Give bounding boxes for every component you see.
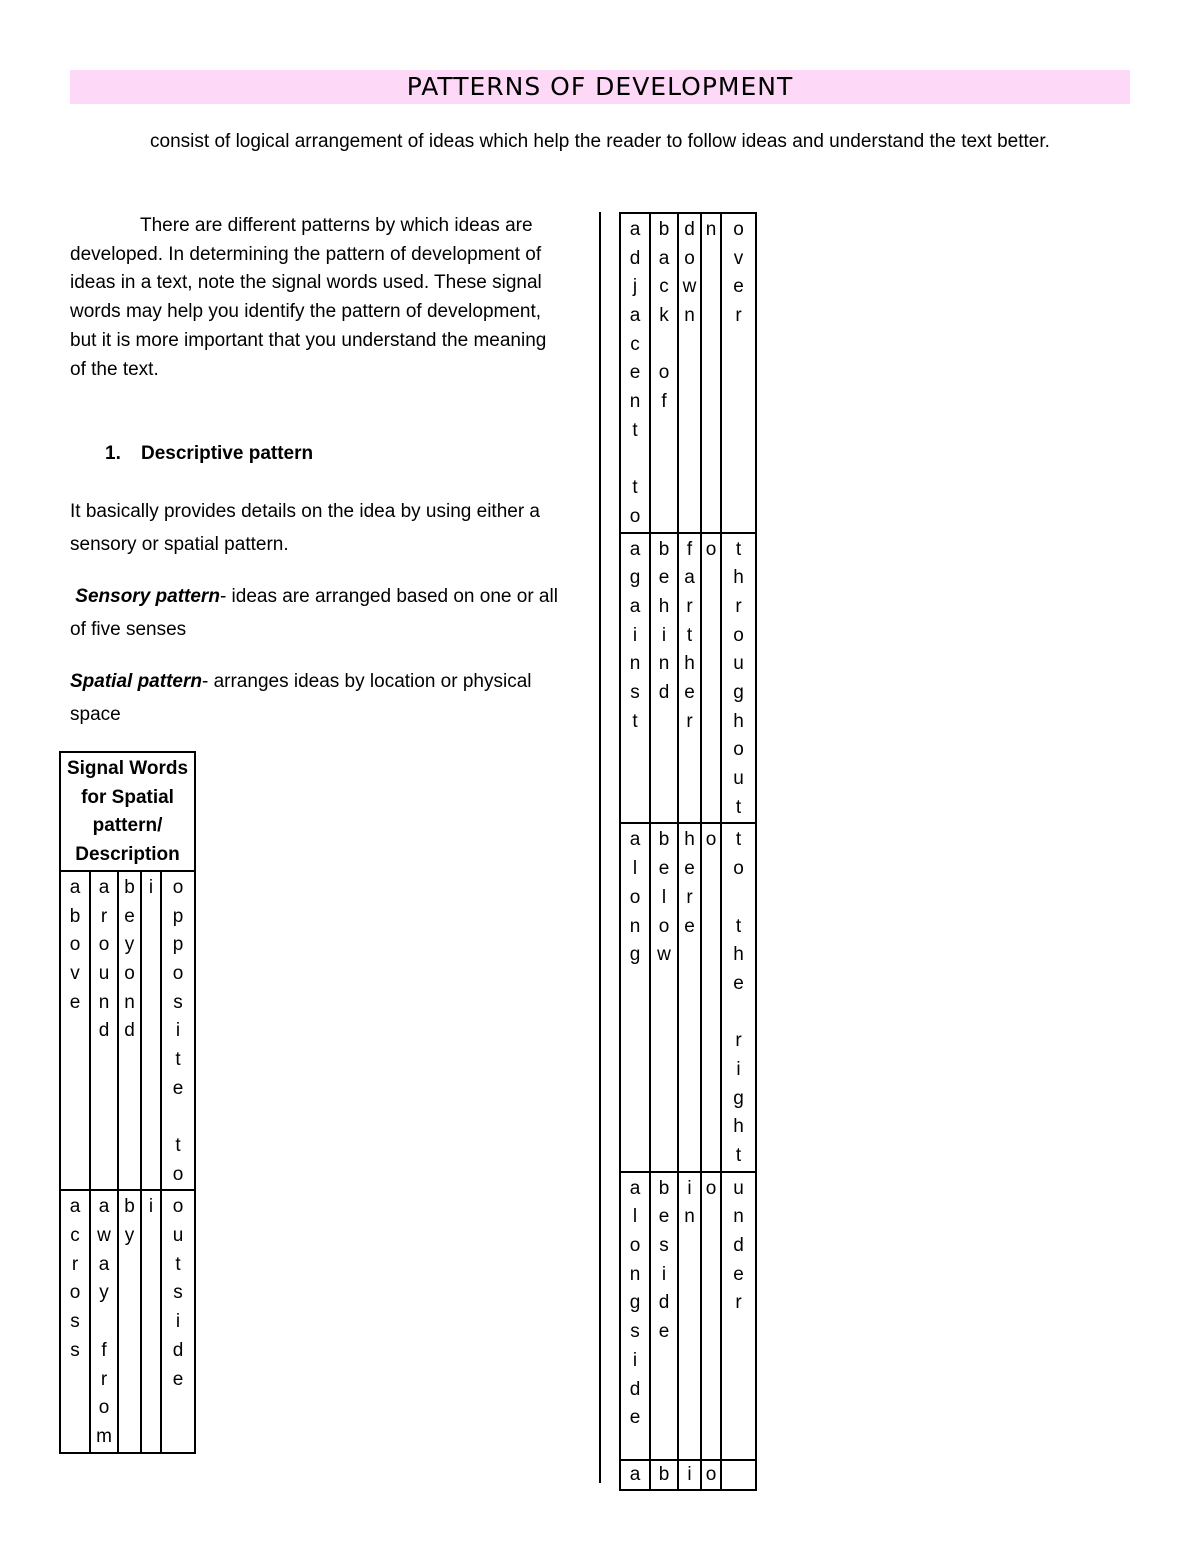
cell-text	[162, 872, 194, 1190]
cell-text	[722, 824, 755, 1170]
cell-char: g	[733, 1087, 744, 1109]
cell-char: n	[684, 305, 695, 327]
cell-char: s	[173, 1282, 183, 1304]
cell-char: i	[632, 624, 638, 646]
cell-char	[101, 1308, 106, 1337]
cell-char: p	[172, 905, 184, 927]
cell-char: e	[658, 858, 670, 880]
table-cell	[650, 1460, 678, 1491]
cell-text	[679, 824, 700, 941]
table-cell	[161, 871, 195, 1191]
cell-char: n	[684, 1206, 695, 1228]
cell-char: t	[735, 915, 742, 937]
cell-char: t	[735, 538, 742, 560]
cell-text	[91, 1191, 117, 1451]
cell-text	[722, 214, 755, 331]
cell-char: n	[629, 1263, 641, 1285]
cell-text	[621, 824, 649, 969]
cell-text	[119, 1191, 140, 1250]
cell-char: e	[629, 362, 641, 384]
cell-char: g	[629, 1292, 641, 1314]
cell-text	[91, 872, 117, 1046]
table-cell	[678, 1460, 701, 1491]
cell-char: w	[97, 1225, 111, 1247]
sensory-paragraph	[70, 580, 565, 646]
cell-text	[621, 534, 649, 737]
cell-char: i	[175, 1311, 181, 1333]
cell-text	[679, 534, 700, 737]
table-cell	[650, 213, 678, 533]
cell-char: o	[684, 247, 695, 269]
cell-char: o	[658, 362, 670, 384]
cell-char: t	[735, 796, 742, 818]
table-row	[60, 871, 195, 1191]
cell-char: d	[124, 1020, 135, 1042]
cell-char: c	[70, 1225, 80, 1247]
cell-char: v	[733, 247, 744, 269]
cell-text	[651, 824, 677, 969]
cell-char: n	[629, 391, 641, 413]
cell-char: a	[98, 1253, 110, 1275]
table-cell	[678, 533, 701, 824]
cell-char: e	[124, 905, 135, 927]
cell-char: o	[98, 1397, 110, 1419]
cell-char: o	[733, 624, 744, 646]
cell-char: h	[733, 710, 744, 732]
table-cell	[721, 823, 756, 1171]
cell-char: a	[98, 876, 110, 898]
cell-char: a	[629, 305, 641, 327]
cell-text	[621, 1461, 649, 1490]
cell-char: s	[630, 1321, 640, 1343]
cell-text	[621, 214, 649, 532]
cell-char: i	[687, 1177, 692, 1199]
cell-char: w	[657, 944, 671, 966]
cell-char: t	[735, 1145, 742, 1166]
cell-char: a	[69, 1196, 81, 1218]
cell-char: t	[632, 710, 638, 732]
cell-char: b	[124, 1196, 135, 1218]
cell-char: a	[629, 595, 641, 617]
table-cell	[650, 1172, 678, 1460]
cell-char: l	[661, 886, 667, 908]
table-cell	[701, 533, 721, 824]
cell-char: r	[686, 710, 693, 732]
table-cell	[141, 871, 161, 1191]
cell-char: h	[733, 567, 744, 589]
cell-char: u	[733, 653, 744, 675]
cell-char: e	[684, 858, 695, 880]
cell-char: n	[98, 991, 110, 1013]
cell-char: t	[175, 1253, 181, 1275]
cell-text	[162, 1191, 194, 1394]
table-row	[60, 1190, 195, 1452]
cell-text	[702, 824, 720, 855]
cell-char: p	[172, 934, 184, 956]
cell-char: d	[629, 247, 641, 269]
section-number: 1.	[105, 443, 121, 464]
cell-char: i	[148, 1196, 154, 1218]
cell-char: u	[733, 768, 744, 790]
cell-char: d	[733, 1235, 744, 1257]
cell-char: t	[735, 829, 742, 851]
cell-char: b	[658, 538, 670, 560]
cell-char: m	[96, 1425, 112, 1447]
page-title: PATTERNS OF DEVELOPMENT	[406, 72, 794, 101]
table-cell	[721, 1460, 756, 1491]
cell-char: n	[629, 653, 641, 675]
cell-text	[702, 534, 720, 565]
cell-char: o	[629, 886, 641, 908]
cell-char: l	[632, 858, 638, 880]
description-paragraph: It basically provides details on the idea by using either a sensory or spatial pattern.	[70, 501, 540, 555]
cell-char: o	[172, 876, 184, 898]
cell-char: b	[658, 1177, 670, 1199]
cell-char: s	[70, 1339, 80, 1361]
cell-char: a	[629, 1177, 641, 1199]
cell-char: e	[658, 1206, 670, 1228]
cell-char: g	[733, 682, 744, 703]
cell-char: o	[733, 739, 744, 761]
cell-char: o	[172, 962, 184, 984]
cell-char: o	[733, 219, 744, 240]
cell-char: f	[661, 391, 667, 413]
table-cell	[118, 871, 141, 1191]
table-cell	[60, 871, 90, 1191]
cell-char: h	[733, 1116, 744, 1138]
cell-char: b	[69, 905, 81, 927]
cell-char: f	[686, 538, 693, 560]
cell-char: n	[658, 653, 670, 675]
cell-char: e	[658, 567, 670, 589]
intro-text: There are different patterns by which ideas are developed. In determining the pattern of development of ideas in a text, note the signal words used. These signal words may help you identify the pattern of development, but it is more important that you understand the meaning of the text.	[70, 215, 547, 380]
cell-char: e	[658, 1321, 670, 1343]
cell-text	[722, 534, 755, 823]
cell-char: h	[658, 595, 670, 617]
sensory-text: - ideas are arranged based on one or all of five senses	[70, 586, 558, 640]
cell-char: i	[661, 1263, 667, 1285]
cell-char: n	[124, 991, 135, 1013]
cell-char	[661, 331, 666, 360]
cell-char: a	[658, 247, 670, 269]
cell-char: o	[172, 1163, 184, 1185]
table-cell	[678, 1172, 701, 1460]
table-cell	[620, 823, 650, 1171]
intro-paragraph	[70, 212, 560, 384]
cell-text	[679, 214, 700, 331]
cell-char: b	[658, 1463, 670, 1485]
cell-char: d	[684, 219, 695, 240]
cell-char: t	[175, 1048, 181, 1070]
cell-char: o	[658, 915, 670, 937]
cell-text	[142, 872, 160, 903]
cell-char: a	[98, 1196, 110, 1218]
cell-char: r	[686, 595, 693, 617]
cell-char: o	[629, 505, 641, 527]
cell-char: a	[684, 567, 695, 589]
table-cell	[701, 1172, 721, 1460]
cell-text	[651, 1461, 677, 1490]
table-row	[620, 533, 756, 824]
table-cell	[620, 1172, 650, 1460]
cell-char: o	[733, 858, 744, 880]
cell-char: h	[684, 653, 695, 675]
cell-char: y	[99, 1282, 109, 1304]
cell-char: s	[659, 1235, 669, 1257]
cell-char: i	[632, 1349, 638, 1371]
table-cell	[620, 1460, 650, 1491]
section-title: Descriptive pattern	[141, 443, 314, 464]
cell-char: r	[686, 886, 693, 908]
cell-char: f	[101, 1339, 107, 1361]
cell-char: g	[629, 567, 641, 589]
cell-char: t	[175, 1135, 181, 1156]
spatial-term: Spatial pattern	[70, 671, 202, 692]
table-cell	[60, 1190, 90, 1452]
cell-char: e	[733, 276, 744, 298]
table-cell	[721, 1172, 756, 1460]
table-cell	[650, 823, 678, 1171]
cell-char: e	[629, 1407, 641, 1429]
cell-char: u	[733, 1177, 744, 1199]
cell-char: b	[124, 876, 135, 898]
cell-char: o	[69, 934, 81, 956]
cell-text	[621, 1173, 649, 1433]
cell-char: n	[629, 915, 641, 937]
cell-char: b	[658, 219, 670, 240]
cell-char: d	[172, 1339, 184, 1361]
subtitle: consist of logical arrangement of ideas which help the reader to follow ideas and understand the text better.	[150, 131, 1050, 152]
cell-char: h	[684, 829, 695, 851]
table-row	[620, 213, 756, 533]
cell-char: e	[733, 972, 744, 994]
cell-char	[632, 446, 637, 475]
cell-char: n	[705, 219, 717, 240]
table-row	[620, 823, 756, 1171]
cell-char: s	[70, 1311, 80, 1333]
cell-char: r	[735, 1292, 742, 1314]
cell-char: g	[629, 944, 641, 966]
cell-char: a	[629, 1463, 641, 1485]
signal-words-table-continued	[619, 212, 757, 1491]
cell-char: a	[629, 829, 641, 851]
cell-char: o	[705, 1177, 717, 1199]
cell-char: i	[661, 624, 667, 646]
table-cell	[118, 1190, 141, 1452]
table-header: Signal Words for Spatial pattern/ Description	[60, 752, 195, 871]
cell-char: r	[100, 1368, 108, 1390]
table-cell	[678, 823, 701, 1171]
cell-char: r	[735, 1030, 742, 1052]
cell-text	[702, 1173, 720, 1204]
cell-char: d	[658, 682, 670, 703]
cell-char: o	[705, 829, 717, 851]
cell-text	[679, 1173, 700, 1232]
cell-text	[702, 1461, 720, 1490]
cell-text	[722, 1173, 755, 1318]
section-heading	[105, 443, 313, 465]
cell-char: o	[124, 962, 135, 984]
cell-char: a	[629, 219, 641, 240]
cell-text	[651, 214, 677, 417]
sensory-term: Sensory pattern	[75, 586, 220, 607]
cell-char: o	[69, 1282, 81, 1304]
cell-char: i	[687, 1463, 692, 1485]
cell-char: s	[173, 991, 183, 1013]
cell-char: i	[148, 876, 154, 898]
cell-char: i	[175, 1020, 181, 1042]
cell-char: t	[632, 477, 638, 499]
cell-text	[119, 872, 140, 1046]
cell-char: c	[630, 333, 640, 355]
cell-char: w	[682, 276, 697, 298]
cell-char: a	[629, 538, 641, 560]
cell-text	[651, 1173, 677, 1347]
cell-text	[61, 1191, 89, 1365]
table-cell	[721, 533, 756, 824]
cell-char: t	[632, 419, 638, 441]
cell-char: o	[629, 1235, 641, 1257]
table-cell	[678, 213, 701, 533]
cell-char: r	[71, 1253, 79, 1275]
table-cell	[701, 213, 721, 533]
cell-char: n	[733, 1206, 744, 1228]
cell-char: r	[100, 905, 108, 927]
cell-text	[702, 214, 720, 245]
cell-char: h	[733, 944, 744, 966]
cell-char: r	[735, 595, 742, 617]
cell-char: e	[733, 1263, 744, 1285]
table-cell	[620, 213, 650, 533]
cell-char: e	[69, 991, 81, 1013]
table-cell	[721, 213, 756, 533]
cell-char: d	[658, 1292, 670, 1314]
column-divider	[599, 212, 601, 1483]
table-row	[620, 1460, 756, 1491]
cell-char: t	[686, 624, 693, 646]
table-cell	[620, 533, 650, 824]
table-cell	[141, 1190, 161, 1452]
table-cell	[701, 1460, 721, 1491]
cell-text	[61, 872, 89, 1017]
cell-char: e	[172, 1077, 184, 1099]
table-cell	[90, 871, 118, 1191]
cell-char: o	[705, 538, 717, 560]
table-cell	[650, 533, 678, 824]
cell-char: u	[98, 962, 110, 984]
signal-words-table	[59, 751, 196, 1454]
cell-char	[175, 1103, 180, 1132]
cell-text	[142, 1191, 160, 1222]
cell-char: o	[705, 1463, 717, 1485]
cell-char: e	[684, 682, 695, 703]
cell-char: c	[659, 276, 669, 298]
cell-char: b	[658, 829, 670, 851]
cell-char: v	[70, 962, 80, 984]
cell-char: l	[632, 1206, 638, 1228]
cell-text	[651, 534, 677, 708]
table-row	[620, 1172, 756, 1460]
cell-char: y	[124, 1225, 135, 1247]
cell-char	[736, 884, 741, 913]
cell-char: i	[736, 1058, 741, 1080]
cell-char: d	[98, 1020, 110, 1042]
cell-char: u	[172, 1225, 184, 1247]
table-cell	[90, 1190, 118, 1452]
spatial-text: - arranges ideas by location or physical space	[70, 671, 532, 725]
cell-char: o	[98, 934, 110, 956]
cell-char: e	[684, 915, 695, 937]
table-cell	[161, 1190, 195, 1452]
cell-char: r	[735, 305, 742, 327]
cell-char: j	[632, 276, 638, 298]
spatial-paragraph	[70, 665, 565, 731]
cell-char: y	[124, 934, 135, 956]
cell-char: e	[172, 1368, 184, 1390]
cell-text	[679, 1461, 700, 1490]
cell-char: d	[629, 1378, 641, 1400]
table-cell	[701, 823, 721, 1171]
cell-char: s	[630, 682, 640, 703]
cell-char: k	[659, 305, 669, 327]
cell-char: a	[69, 876, 81, 898]
cell-char: o	[172, 1196, 184, 1218]
cell-char	[736, 999, 741, 1028]
